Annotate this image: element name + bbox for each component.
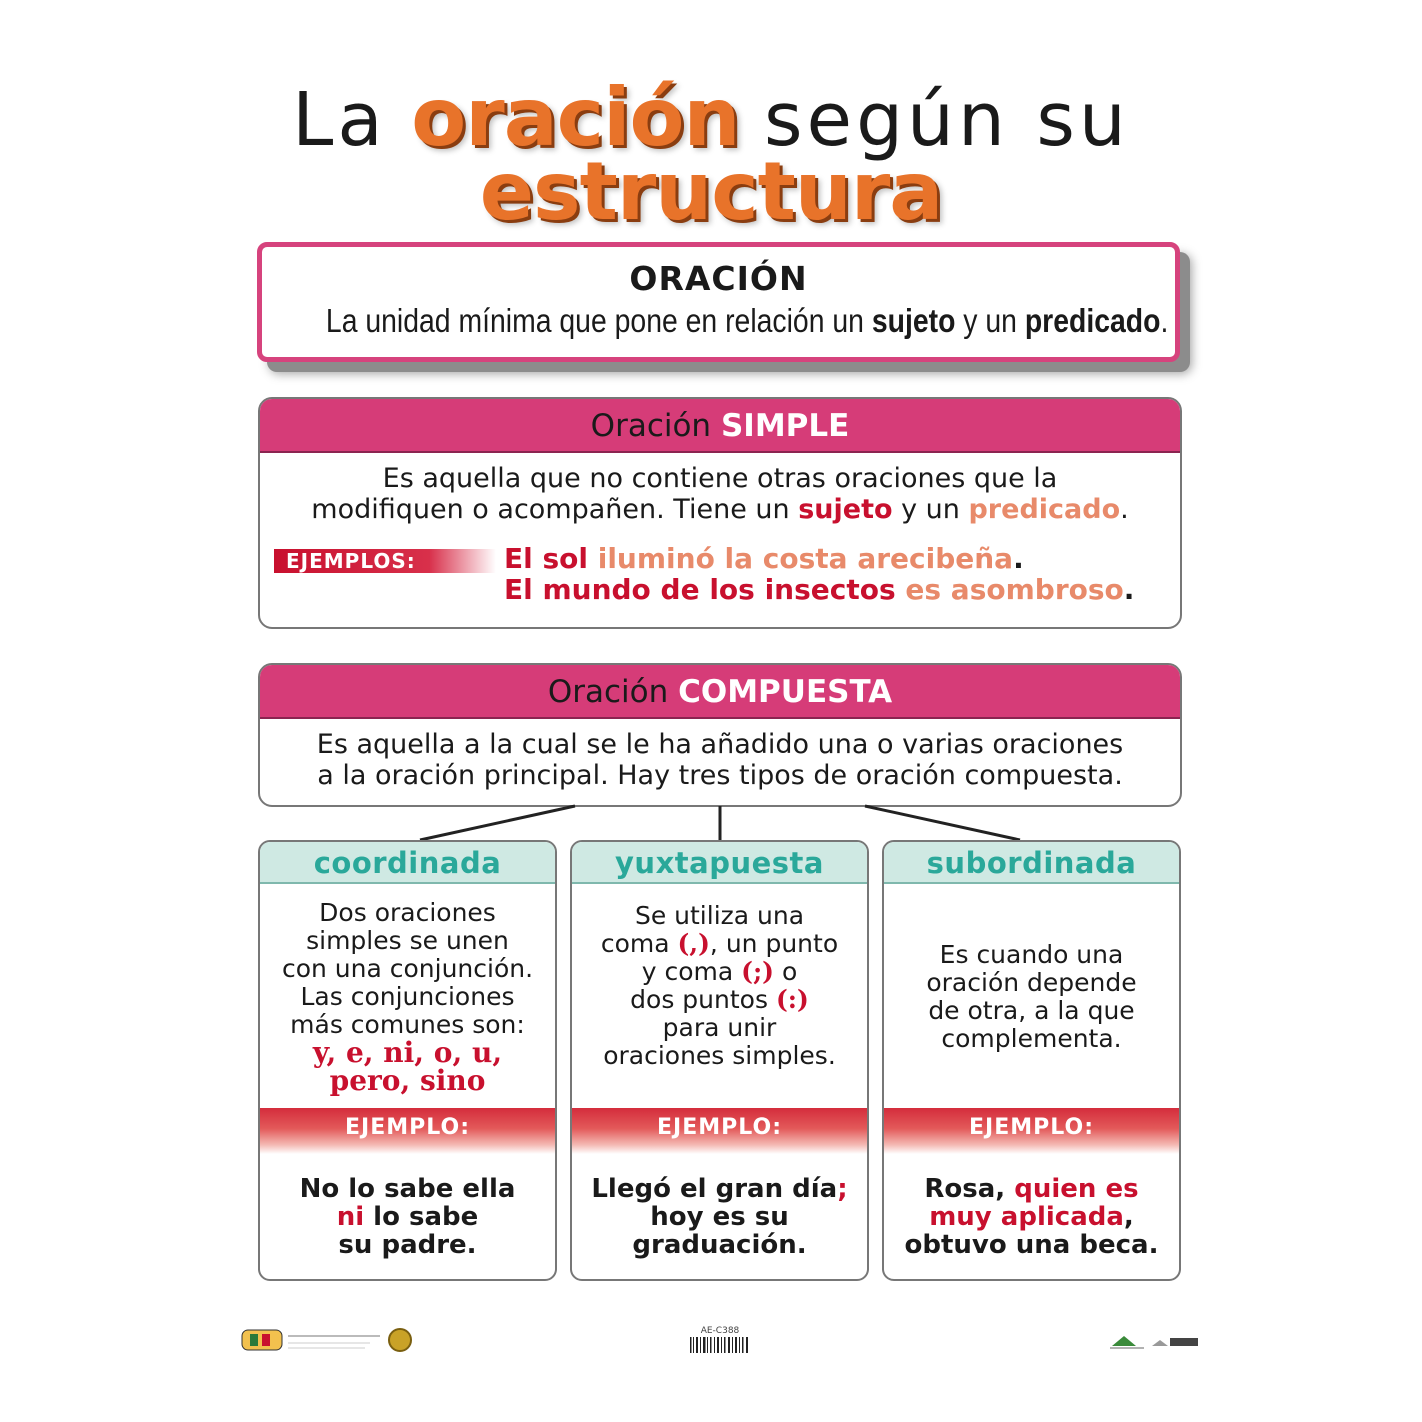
subordinada-title: subordinada [884,842,1179,884]
compound-desc-line2: a la oración principal. Hay tres tipos de oración compuesta. [317,760,1123,791]
yuxtapuesta-coma-symbol: (,) [677,929,710,958]
compound-panel-header [260,665,1180,719]
yuxtapuesta-punto-coma-symbol: (;) [741,957,775,986]
title-word-estructura: estructura [479,145,943,238]
definition-text [325,302,1169,340]
yuxtapuesta-line2 [601,930,838,958]
coordinada-title: coordinada [260,842,555,884]
subordinada-line: oración depende [926,967,1137,997]
yuxtapuesta-line3-a: y coma [641,957,742,986]
yuxtapuesta-line2-b: , un punto [709,929,839,958]
connector-left [420,806,575,840]
simple-head-strong: SIMPLE [720,408,850,444]
yuxtapuesta-title: yuxtapuesta [572,842,867,884]
subordinada-line: Es cuando una [939,939,1124,969]
distributor-logo-roof-icon [1152,1340,1168,1346]
simple-example-2 [504,573,1134,606]
subordinada-example [884,1167,1179,1267]
ex1-subject: El sol [504,542,588,575]
barcode-icon [690,1337,750,1357]
coordinada-ejemplo-label: EJEMPLO: [260,1108,555,1154]
coordinada-example [260,1167,555,1267]
yuxtapuesta-ejemplo-label: EJEMPLO: [572,1108,867,1154]
title-words-segun-su: según su [764,77,1130,163]
coordinada-line: con una conjunción. [281,953,534,983]
connector-right [865,806,1020,840]
yuxtapuesta-line4 [630,986,809,1014]
barcode-bars [690,1337,748,1353]
compound-head-strong: COMPUESTA [678,674,893,710]
subordinada-ejemplo-label: EJEMPLO: [884,1108,1179,1154]
simple-sentence-panel [258,397,1182,629]
title-word-oracion: oración [411,71,740,164]
ex1-predicate: iluminó la costa arecibeña [597,542,1014,575]
distributor-logo-block [1170,1338,1198,1346]
ex2-predicate: es asombroso [905,573,1124,606]
publisher-logo-block-red [262,1334,270,1346]
ex2-subject: El mundo de los insectos [504,573,896,606]
definition-box [257,242,1180,362]
seal-icon [389,1329,411,1351]
yuxtapuesta-line3-b: o [774,957,798,986]
yuxtapuesta-description [572,884,867,1109]
compound-sentence-panel [258,663,1182,807]
ejemplos-badge: EJEMPLOS: [274,549,496,573]
distributor-logo-triangle-icon [1112,1336,1136,1346]
publisher-logo-block-green [250,1334,258,1346]
definition-text-end: . [1160,302,1169,339]
subordinada-ex-line1 [924,1175,1138,1203]
subordinada-line: complementa. [941,1023,1122,1053]
simple-desc-line1: Es aquella que no contiene otras oraciones que la [382,463,1058,494]
ex1-end: . [1013,542,1024,575]
yuxtapuesta-dos-puntos-symbol: (:) [775,985,809,1014]
yuxtapuesta-ex-line1-text: Llegó el gran día [591,1174,838,1204]
coordinada-line: simples se unen [306,925,509,955]
coordinada-column [258,840,557,1281]
coordinada-line: Las conjunciones [300,981,515,1011]
subordinada-ex-line3: obtuvo una beca. [904,1230,1159,1260]
coordinada-ex-line1: No lo sabe ella [299,1174,516,1204]
yuxtapuesta-column [570,840,869,1281]
subordinada-ex-line2 [929,1203,1134,1231]
definition-text-mid: y un [955,302,1025,339]
simple-head-plain: Oración [590,408,721,444]
yuxtapuesta-line5: para unir [662,1013,777,1042]
simple-desc-sujeto: sujeto [798,494,893,525]
compound-head-plain: Oración [547,674,679,710]
compound-description [260,729,1180,791]
simple-desc-end: . [1120,494,1129,525]
coordinada-ex-ni: ni [336,1202,365,1232]
coordinada-conjunctions-1: y, e, ni, o, u, [312,1035,503,1069]
distributor-logos [1108,1332,1200,1352]
coordinada-conjunctions-2: pero, sino [329,1063,486,1097]
simple-panel-header [260,399,1180,453]
definition-predicado: predicado [1024,302,1161,339]
subordinada-ex-muy-aplicada: muy aplicada [929,1202,1124,1232]
simple-desc-line2-b: y un [892,494,969,525]
simple-example-1 [504,542,1024,575]
definition-sujeto: sujeto [871,302,956,339]
compound-desc-line1: Es aquella a la cual se le ha añadido una o varias oraciones [316,729,1124,760]
publisher-logo [240,1326,420,1356]
product-code: AE-C388 [700,1326,740,1336]
yuxtapuesta-ex-line3: graduación. [632,1230,807,1260]
yuxtapuesta-ex-semicolon: ; [837,1174,848,1204]
yuxtapuesta-line3 [642,958,798,986]
yuxtapuesta-line1: Se utiliza una [634,901,805,930]
yuxtapuesta-line4-a: dos puntos [630,985,776,1014]
coordinada-ex-line3: su padre. [338,1230,477,1260]
coordinada-line: Dos oraciones [319,897,496,927]
ex2-end: . [1123,573,1135,606]
poster-title [0,71,1422,238]
simple-description [260,463,1180,525]
subordinada-line: de otra, a la que [928,995,1135,1025]
subordinada-description [884,884,1179,1109]
coordinada-ex-line2 [337,1203,479,1231]
yuxtapuesta-example [572,1167,867,1267]
yuxtapuesta-line2-a: coma [600,929,678,958]
subordinada-ex-rosa: Rosa, [924,1174,1015,1204]
simple-desc-line2 [270,494,1170,525]
subordinada-column [882,840,1181,1281]
definition-text-start: La unidad mínima que pone en relación un [325,302,872,339]
yuxtapuesta-ex-line2: hoy es su [650,1202,789,1232]
yuxtapuesta-ex-line1 [591,1175,847,1203]
title-word-la: La [292,77,387,163]
subordinada-ex-quien-es: quien es [1014,1174,1139,1204]
yuxtapuesta-line6: oraciones simples. [603,1041,836,1070]
definition-heading: ORACIÓN [629,259,808,298]
coordinada-description [260,884,555,1109]
coordinada-ex-line2-rest: lo sabe [364,1202,479,1232]
simple-desc-line2-a: modifiquen o acompañen. Tiene un [311,494,799,525]
coordinada-line: más comunes son: [290,1009,525,1039]
simple-desc-predicado: predicado [968,494,1121,525]
subordinada-ex-comma: , [1123,1202,1134,1232]
